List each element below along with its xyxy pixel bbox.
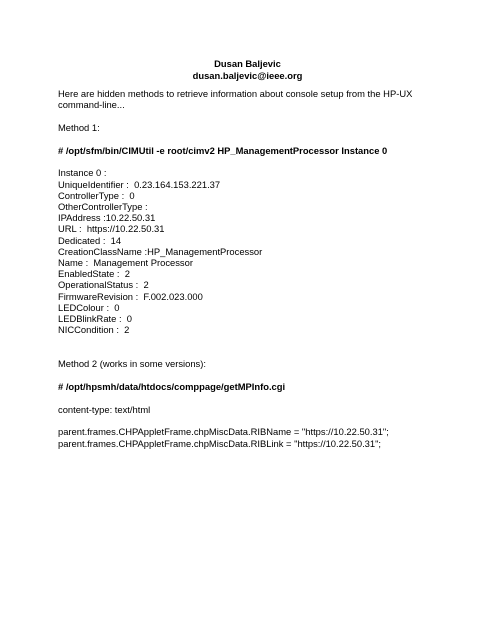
spacer [58, 347, 448, 359]
output-line: CreationClassName :HP_ManagementProcessor [58, 245, 263, 257]
output-line: Instance 0 : [58, 167, 107, 179]
output-line: Name : Management Processor [58, 256, 193, 268]
output-line: parent.frames.CHPAppletFrame.chpMiscData.RIBName = "https://10.22.50.31"; [58, 426, 389, 438]
method1-title: Method 1: [58, 121, 100, 133]
output-line: UniqueIdentifier : 0.23.164.153.221.37 [58, 178, 221, 190]
output-line: NICCondition : 2 [58, 324, 130, 336]
method2-title: Method 2 (works in some versions): [58, 358, 206, 370]
output-line: FirmwareRevision : F.002.023.000 [58, 290, 203, 302]
method2-output [58, 426, 448, 448]
method1-command: # /opt/sfm/bin/CIMUtil -e root/cimv2 HP_ManagementProcessor Instance 0 [58, 144, 388, 156]
output-line: LEDBlinkRate : 0 [58, 312, 132, 324]
author-name: Dusan Baljevic [214, 58, 281, 69]
output-line: parent.frames.CHPAppletFrame.chpMiscData.RIBLink = "https://10.22.50.31"; [58, 437, 382, 449]
spacer [58, 335, 448, 347]
intro-paragraph [58, 88, 448, 110]
output-line: IPAddress :10.22.50.31 [58, 212, 156, 224]
document-body [58, 88, 448, 449]
output-line: URL : https://10.22.50.31 [58, 223, 165, 235]
author-email: dusan.baljevic@ieee.org [192, 69, 303, 81]
method2-content-type: content-type: text/html [58, 403, 151, 415]
spacer [58, 110, 448, 122]
document-header [0, 58, 495, 81]
method1-output [58, 167, 448, 335]
spacer [58, 156, 448, 168]
output-line: OperationalStatus : 2 [58, 279, 149, 291]
output-line: LEDColour : 0 [58, 301, 120, 313]
method2-command: # /opt/hpsmh/data/htdocs/comppage/getMPInfo.cgi [58, 381, 286, 393]
output-line: EnabledState : 2 [58, 268, 130, 280]
output-line: ControllerType : 0 [58, 189, 135, 201]
output-line: Dedicated : 14 [58, 234, 122, 246]
spacer [58, 133, 448, 145]
intro-line: Here are hidden methods to retrieve information about console setup from the HP-UX [58, 88, 413, 99]
spacer [58, 370, 448, 382]
intro-line: command-line... [58, 99, 125, 111]
spacer [58, 415, 448, 427]
spacer [58, 392, 448, 404]
output-line: OtherControllerType : [58, 200, 148, 212]
